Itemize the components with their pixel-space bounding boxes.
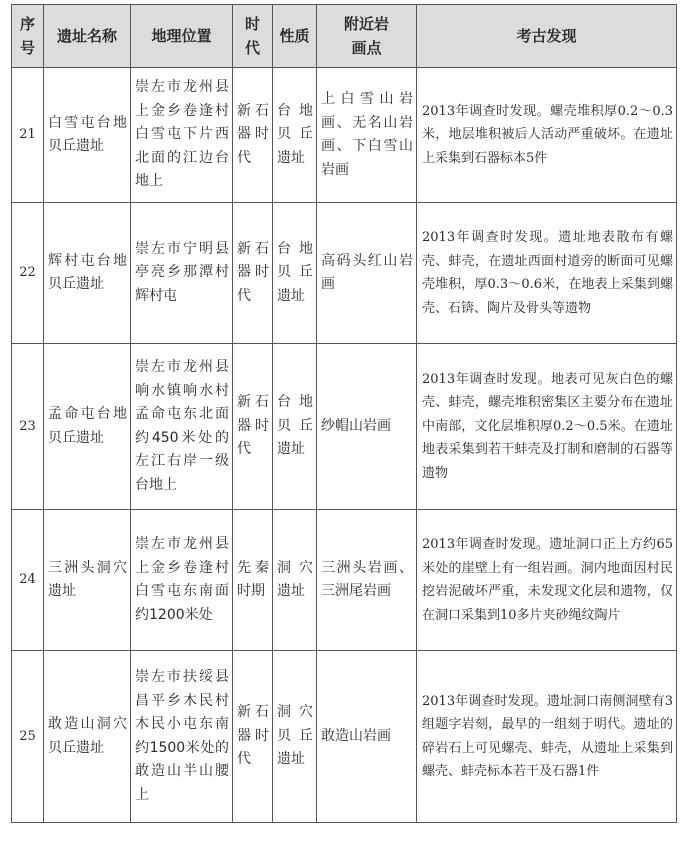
header-era-line1: 时 [244,15,260,33]
row-name: 孟命屯台地贝丘遗址 [44,344,131,510]
table-row [12,344,677,510]
table-row [12,68,677,203]
row-nature: 台地贝丘遗址 [273,68,317,203]
row-nearby: 高码头红山岩画 [317,203,417,344]
row-findings: 2013年调查时发现。地表可见灰白色的螺壳、蚌壳，螺壳堆积密集区主要分布在遗址中南部，文化层堆积厚0.2～0.5米。在遗址地表采集到若干蚌壳及打制和磨制的石器等遗物 [417,344,677,510]
header-seq-line1: 序 [19,15,35,33]
row-findings: 2013年调查时发现。遗址地表散布有螺壳、蚌壳，在遗址西面村道旁的断面可见螺壳堆积，厚0.3～0.6米，在地表上采集到螺壳、石锛、陶片及骨头等遗物 [417,203,677,344]
row-nature: 洞穴贝丘遗址 [273,651,317,823]
header-name: 遗址名称 [44,5,131,68]
header-location: 地理位置 [131,5,233,68]
row-nearby: 纱帽山岩画 [317,344,417,510]
row-findings: 2013年调查时发现。遗址洞口南侧洞壁有3组题字岩刻，最早的一组刻于明代。遗址的碎岩石上可见螺壳、蚌壳，从遗址上采集到螺壳、蚌壳标本若干及石器1件 [417,651,677,823]
header-seq [12,5,44,68]
row-era: 新石器时代 [233,203,273,344]
row-seq: 25 [12,651,44,823]
row-name: 白雪屯台地贝丘遗址 [44,68,131,203]
row-name: 敢造山洞穴贝丘遗址 [44,651,131,823]
header-nature: 性质 [273,5,317,68]
table-row [12,510,677,651]
row-era: 先秦时期 [233,510,273,651]
row-seq: 22 [12,203,44,344]
row-era: 新石器时代 [233,68,273,203]
header-findings: 考古发现 [417,5,677,68]
row-findings: 2013年调查时发现。螺壳堆积厚0.2～0.3米，地层堆积被后人活动严重破坏。在遗址上采集到石器标本5件 [417,68,677,203]
header-nearby-line1: 附近岩 [343,15,389,33]
header-nearby [317,5,417,68]
row-location: 崇左市宁明县亭亮乡那潭村辉村屯 [131,203,233,344]
row-location: 崇左市扶绥县昌平乡木民村木民小屯东南约1500米处的敢造山半山腰上 [131,651,233,823]
header-era-line2: 代 [244,39,260,57]
table-row [12,651,677,823]
row-era: 新石器时代 [233,651,273,823]
row-findings: 2013年调查时发现。遗址洞口正上方约65米处的崖壁上有一组岩画。洞内地面因村民挖岩泥破坏严重，未发现文化层和遗物，仅在洞口采集到10多片夹砂绳纹陶片 [417,510,677,651]
row-nature: 台地贝丘遗址 [273,203,317,344]
row-location: 崇左市龙州县上金乡卷逢村白雪屯下片西北面的江边台地上 [131,68,233,203]
row-name: 三洲头洞穴遗址 [44,510,131,651]
row-seq: 21 [12,68,44,203]
row-location: 崇左市龙州县上金乡卷逢村白雪屯东南面约1200米处 [131,510,233,651]
row-nearby: 上白雪山岩画、无名山岩画、下白雪山岩画 [317,68,417,203]
row-seq: 24 [12,510,44,651]
row-nature: 台地贝丘遗址 [273,344,317,510]
header-era [233,5,273,68]
row-seq: 23 [12,344,44,510]
table-row [12,203,677,344]
archaeology-sites-table [11,4,677,823]
row-location: 崇左市龙州县响水镇响水村孟命屯东北面约450米处的左江右岸一级台地上 [131,344,233,510]
row-nearby: 三洲头岩画、三洲尾岩画 [317,510,417,651]
header-seq-line2: 号 [19,39,35,57]
row-era: 新石器时代 [233,344,273,510]
header-nearby-line2: 画点 [351,39,382,57]
row-name: 辉村屯台地贝丘遗址 [44,203,131,344]
header-row [12,5,677,68]
row-nearby: 敢造山岩画 [317,651,417,823]
row-nature: 洞穴遗址 [273,510,317,651]
